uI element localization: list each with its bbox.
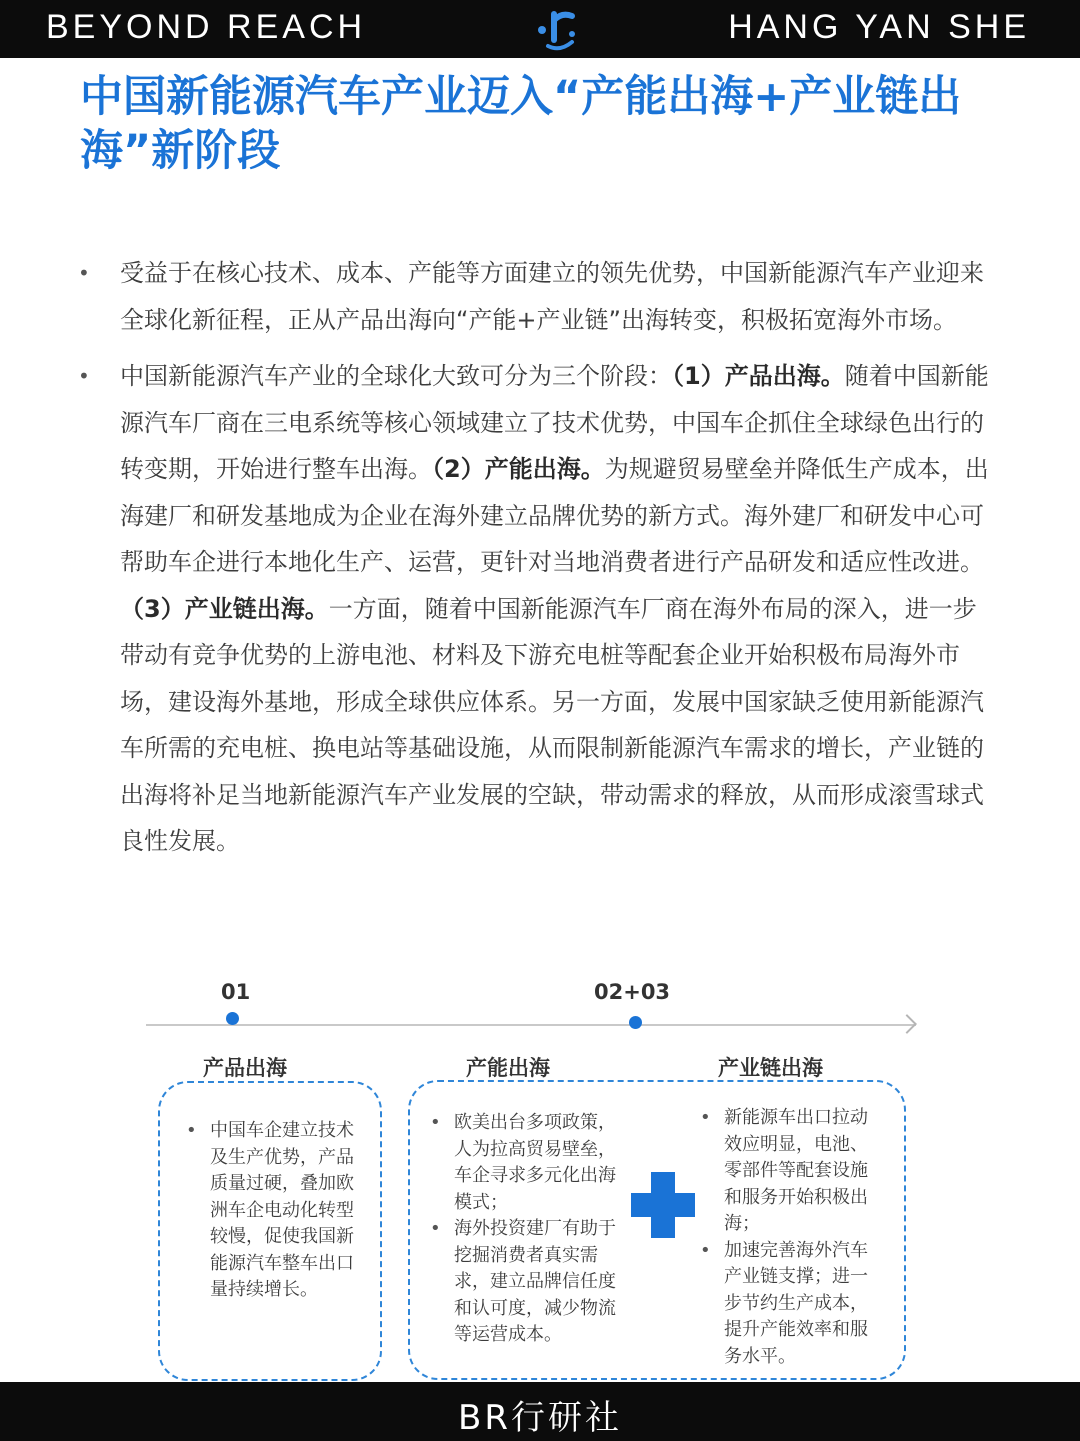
paragraph-text: 受益于在核心技术、成本、产能等方面建立的领先优势，中国新能源汽车产业迎来全球化新征程，正从产品出海向“产能+产业链”出海转变，积极拓宽海外市场。: [120, 259, 984, 334]
bullet-dot-icon: •: [700, 1107, 711, 1128]
stage-title: 产业链出海: [718, 1056, 823, 1080]
bullet-paragraph: [76, 250, 996, 343]
body-bullets: [76, 250, 996, 875]
header-bar: [0, 0, 1080, 58]
timeline-marker-label: 02+03: [594, 980, 671, 1004]
list-item: • 海外投资建厂有助于挖掘消费者真实需求，建立品牌信任度和认可度，减少物流等运营成本。: [430, 1218, 616, 1345]
paragraph-text: 一方面，随着中国新能源汽车厂商在海外布局的深入，进一步带动有竞争优势的上游电池、材料及下游充电桩等配套企业开始积极布局海外市场，建设海外基地，形成全球供应体系。另一方面，发展中国家缺乏使用新能源汽车所需的充电桩、换电站等基础设施，从而限制新能源汽车需求的增长，产业链的出海将补足当地新能源汽车产业发展的空缺，带动需求的释放，从而形成滚雪球式良性发展。: [120, 594, 984, 855]
stage-list-chain: [698, 1105, 884, 1370]
brand-right: HANG YAN SHE: [728, 8, 1030, 46]
paragraph-text: 随着中国新能源汽车厂商在三电系统等核心领域建立了技术优势，中国车企抓住全球绿色出行的转变期，开始进行整车出海。: [120, 362, 989, 483]
brand-left: BEYOND REACH: [46, 8, 367, 46]
bullet-dot-icon: •: [78, 364, 90, 388]
timeline-dot: [629, 1016, 642, 1029]
plus-icon: [631, 1172, 695, 1238]
arrow-right-icon: [897, 1014, 917, 1034]
paragraph-text: 中国新能源汽车产业的全球化大致可分为三个阶段：: [120, 362, 672, 390]
br-logo-icon: [536, 6, 580, 52]
footer-text: BR行研社: [458, 1398, 622, 1438]
stage-heading-inline: （3）产业链出海。: [120, 594, 329, 623]
stage-title: 产能出海: [466, 1056, 550, 1080]
bullet-dot-icon: •: [186, 1120, 197, 1141]
page-title: 中国新能源汽车产业迈入“产能出海+产业链出海”新阶段: [80, 72, 962, 176]
timeline-dot: [226, 1012, 239, 1025]
bullet-paragraph: [76, 353, 996, 865]
list-item: • 新能源车出口拉动效应明显，电池、零部件等配套设施和服务开始积极出海；: [700, 1107, 868, 1234]
bullet-dot-icon: •: [78, 261, 90, 285]
timeline-line: [146, 1024, 916, 1026]
stage-heading-inline: （2）产能出海。: [432, 455, 605, 483]
timeline-marker-label: 01: [221, 980, 251, 1004]
bullet-dot-icon: •: [700, 1239, 711, 1261]
paragraph-text: 为规避贸易壁垒并降低生产成本，出海建厂和研发基地成为企业在海外建立品牌优势的新方式。海外建厂和研发中心可帮助车企进行本地化生产、运营，更针对当地消费者进行产品研发和适应性改进。: [120, 455, 989, 576]
bullet-dot-icon: •: [430, 1218, 441, 1239]
list-item: • 加速完善海外汽车产业链支撑；进一步节约生产成本，提升产能效率和服务水平。: [700, 1239, 868, 1367]
footer-bar: [0, 1382, 1080, 1441]
bullet-dot-icon: •: [430, 1112, 441, 1133]
stage-heading-inline: （1）产品出海。: [672, 362, 845, 390]
list-item: • 中国车企建立技术及生产优势，产品质量过硬，叠加欧洲车企电动化转型较慢，促使我国新能源汽车整车出口量持续增长。: [186, 1120, 354, 1300]
stage-list-product: [184, 1118, 364, 1304]
stage-title: 产品出海: [203, 1056, 287, 1080]
stage-list-capacity: [428, 1110, 620, 1349]
list-item: • 欧美出台多项政策，人为拉高贸易壁垒，车企寻求多元化出海模式；: [430, 1112, 616, 1213]
